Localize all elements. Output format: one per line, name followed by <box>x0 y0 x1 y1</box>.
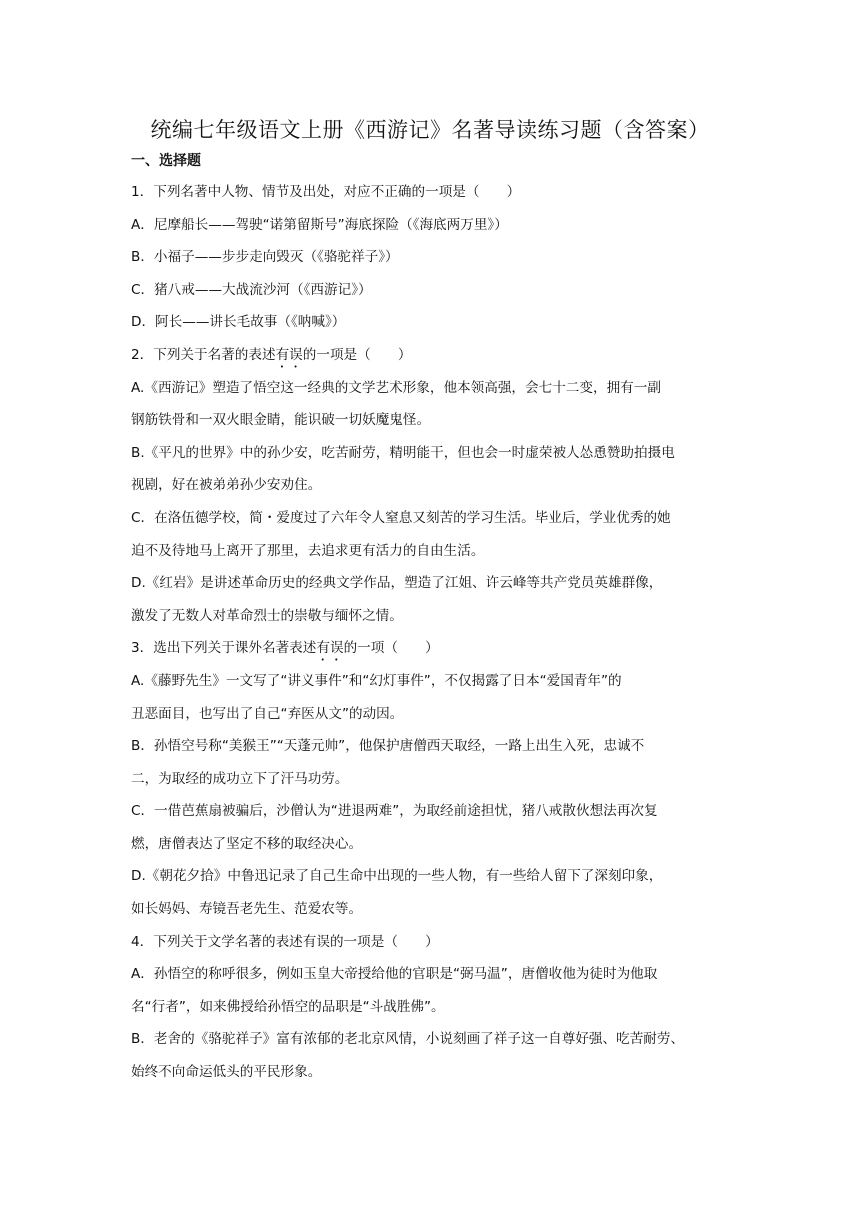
question-stem <box>131 339 737 372</box>
question-list <box>131 176 737 1089</box>
option-line: 视剧，好在被弟弟孙少安劝住。 <box>131 477 322 494</box>
option-line: C．一借芭蕉扇被骗后，沙僧认为“进退两难”，为取经前途担忧，猪八戒散伙想法再次复 <box>131 803 658 820</box>
option-line: 如长妈妈、寿镜吾老先生、范爱农等。 <box>131 901 363 918</box>
option-line: C．猪八戒——大战流沙河（《西游记》） <box>131 281 372 298</box>
question-stem-text: 1．下列名著中人物、情节及出处，对应不正确的一项是（ ） <box>131 184 521 200</box>
option-line: A．尼摩船长——驾驶“诺第留斯号”海底探险（《海底两万里》） <box>131 216 508 233</box>
question-stem-text: 2．下列关于名著的表述 <box>131 346 276 363</box>
option-line: A.《西游记》塑造了悟空这一经典的文学艺术形象，他本领高强，会七十二变，拥有一副 <box>131 379 661 396</box>
document-title: 统编七年级语文上册《西游记》名著导读练习题（含答案） <box>150 118 710 142</box>
option-line: 燃，唐僧表达了坚定不移的取经决心。 <box>131 835 363 852</box>
question-stem <box>131 632 737 665</box>
option-line: 迫不及待地马上离开了那里，去追求更有活力的自由生活。 <box>131 542 485 559</box>
option-line: D.《红岩》是讲述革命历史的经典文学作品，塑造了江姐、许云峰等共产党员英雄群像， <box>131 575 663 592</box>
emphasized-word: 有误 <box>275 346 303 363</box>
option-line: D.《朝花夕拾》中鲁迅记录了自己生命中出现的一些人物，有一些给人留下了深刻印象， <box>131 868 663 885</box>
emphasized-word: 有误 <box>316 640 344 657</box>
option-line: 激发了无数人对革命烈士的崇敬与缅怀之情。 <box>131 607 403 624</box>
question-stem-text: 的一项（ ） <box>343 640 439 657</box>
option-line: D．阿长——讲长毛故事（《呐喊》） <box>131 314 346 331</box>
question-stem <box>131 926 737 959</box>
question-stem-text: 4．下列关于文学名著的表述有误的一项是（ ） <box>131 933 439 950</box>
option-line: C．在洛伍德学校，简・爱度过了六年令人窒息又刻苦的学习生活。毕业后，学业优秀的她 <box>131 509 671 526</box>
question-stem-text: 3．选出下列关于课外名著表述 <box>131 640 317 657</box>
option-line: B．孙悟空号称“美猴王”“天蓬元帅”，他保护唐僧西天取经，一路上出生入死，忠诚不 <box>131 738 645 755</box>
option-line: B．小福子——步步走向毁灭（《骆驼祥子》） <box>131 249 399 266</box>
option-line: 丑恶面目，也写出了自己“弃医从文”的动因。 <box>131 705 404 722</box>
section-heading: 一、选择题 <box>131 153 201 169</box>
option-line: A．孙悟空的称呼很多，例如玉皇大帝授给他的官职是“弼马温”，唐僧收他为徒时为他取 <box>131 966 658 983</box>
option-line: 二，为取经的成功立下了汗马功劳。 <box>131 770 349 787</box>
option-line: A.《藤野先生》一文写了“讲义事件”和“幻灯事件”，不仅揭露了日本“爱国青年”的 <box>131 672 622 689</box>
question-stem <box>131 176 737 209</box>
option-line: 钢筋铁骨和一双火眼金睛，能识破一切妖魔鬼怪。 <box>131 412 431 429</box>
question-stem-text: 的一项是（ ） <box>302 346 412 363</box>
option-line: 名“行者”，如来佛授给孙悟空的品职是“斗战胜佛”。 <box>131 998 445 1015</box>
option-line: B．老舍的《骆驼祥子》富有浓郁的老北京风情，小说刻画了祥子这一自尊好强、吃苦耐劳、 <box>131 1031 685 1048</box>
option-line: B.《平凡的世界》中的孙少安，吃苦耐劳，精明能干，但也会一时虚荣被人怂恿赞助拍摄电 <box>131 444 675 461</box>
option-line: 始终不向命运低头的平民形象。 <box>131 1064 322 1081</box>
